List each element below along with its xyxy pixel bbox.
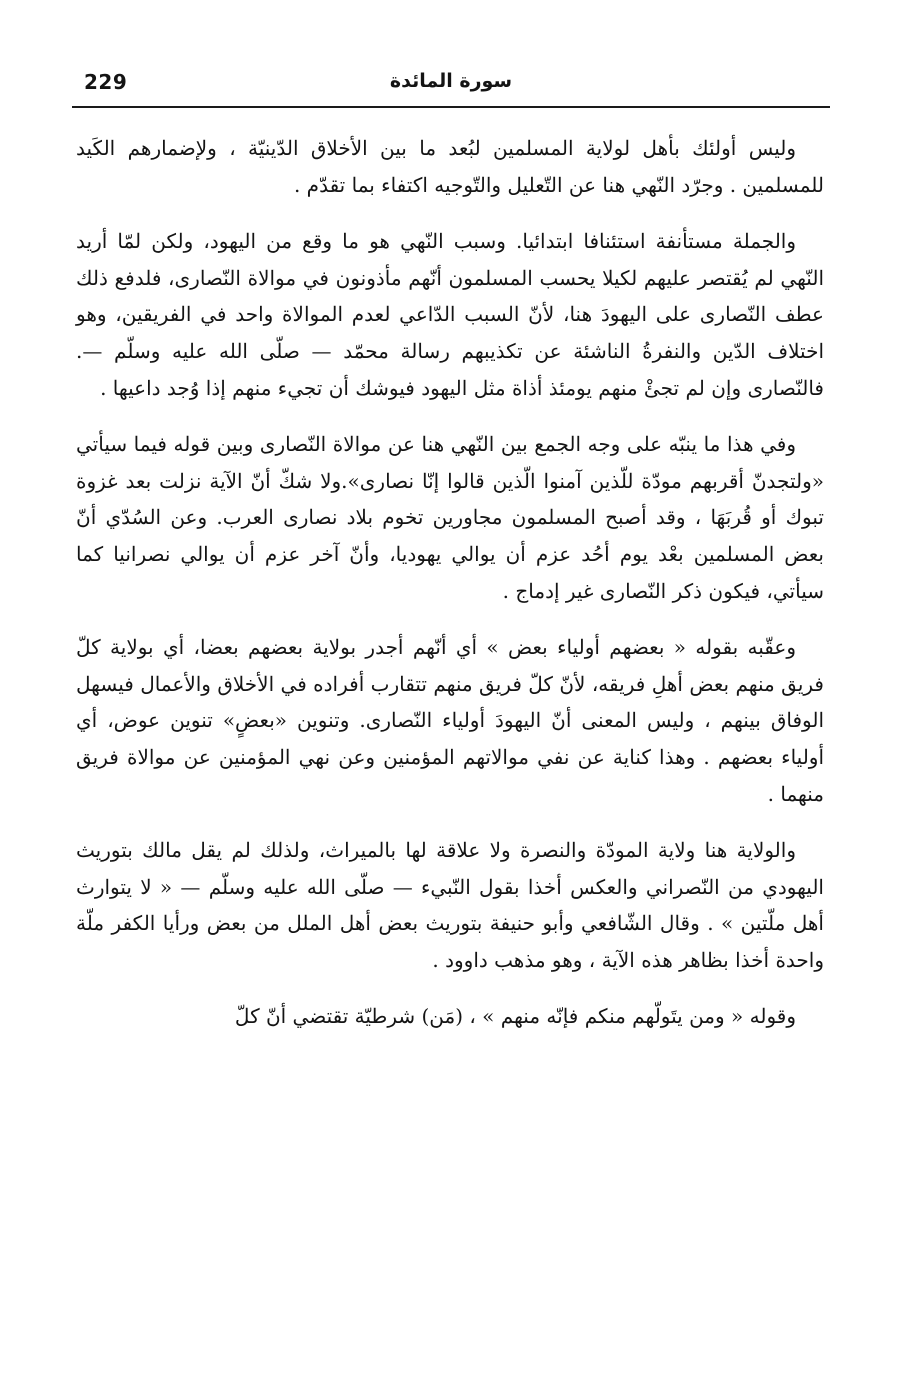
running-title: سورة المائدة [389,70,513,92]
page-number: 229 [84,70,128,94]
paragraph: وقوله « ومن يتَولّهم منكم فإنّه منهم » ، (مَن) شرطيّة تقتضي أنّ كلّ [234,1004,796,1029]
page-header [72,62,830,108]
paragraph: وليس أولئك بأهل لولاية المسلمين لبُعد ما بين الأخلاق الدّينيّة ، ولإضمارهم الكَيد للمسلمين . وجرّد النّهي هنا عن التّعليل والتّوجيه اكتفاء بما تقدّم . [76,136,824,197]
paragraph: والجملة مستأنفة استئنافا ابتدائيا. وسبب النّهي هو ما وقع من اليهود، ولكن لمّا أريد النّهي لم يُقتصر عليهم لكيلا يحسب المسلمون أنّهم مأذونون في موالاة النّصارى، فلدفع ذلك عطف النّصارى على اليهودَ هنا، لأنّ السبب الدّاعي لعدم الموالاة واحد في الفريقين، وهو اختلاف الدّين والنفرةُ الناشئة عن تكذيبهم رسالة محمّد — صلّى الله عليه وسلّم —. فالنّصارى وإن لم تجئْ منهم يومئذ أذاة مثل اليهود فيوشك أن تجيء منهم إذا وُجد داعيها . [76,229,824,400]
paragraph: وفي هذا ما ينبّه على وجه الجمع بين النّهي هنا عن موالاة النّصارى وبين قوله فيما سيأتي «ولتجدنّ أقربهم مودّة للّذين آمنوا الّذين قالوا إنّا نصارى».ولا شكّ أنّ الآية نزلت بعد غزوة تبوك أو قُربَهَا ، وقد أصبح المسلمون مجاورين تخوم بلاد نصارى العرب. وعن السُدّي أنّ بعض المسلمين بعْد يوم أحُد عزم أن يوالي يهوديا، وأنّ آخر عزم أن يوالي نصرانيا كما سيأتي، فيكون ذكر النّصارى غير إدماج . [76,432,824,603]
page-body [76,130,824,1055]
paragraph: وعقّبه بقوله « بعضهم أولياء بعض » أي أنّهم أجدر بولاية بعضهم بعضا، أي بولاية كلّ فريق منهم بعض أهلِ فريقه، لأنّ كلّ فريق منهم تتقارب أفراده في الأخلاق والأعمال فيسهل الوفاق بينهم ، وليس المعنى أنّ اليهودَ أولياء النّصارى. وتنوين «بعضٍ» تنوين عوض، أي أولياء بعضهم . وهذا كناية عن نفي موالاتهم المؤمنين وعن نهي المؤمنين عن موالاة فريق منهما . [76,635,825,806]
paragraph: والولاية هنا ولاية المودّة والنصرة ولا علاقة لها بالميراث، ولذلك لم يقل مالك بتوريث اليهودي من النّصراني والعكس أخذا بقول النّبيء — صلّى الله عليه وسلّم — « لا يتوارث أهل ملّتين » . وقال الشّافعي وأبو حنيفة بتوريث بعض أهل الملل من بعض ورأيا الكفر ملّة واحدة أخذا بظاهر هذه الآية ، وهو مذهب داوود . [76,838,824,972]
